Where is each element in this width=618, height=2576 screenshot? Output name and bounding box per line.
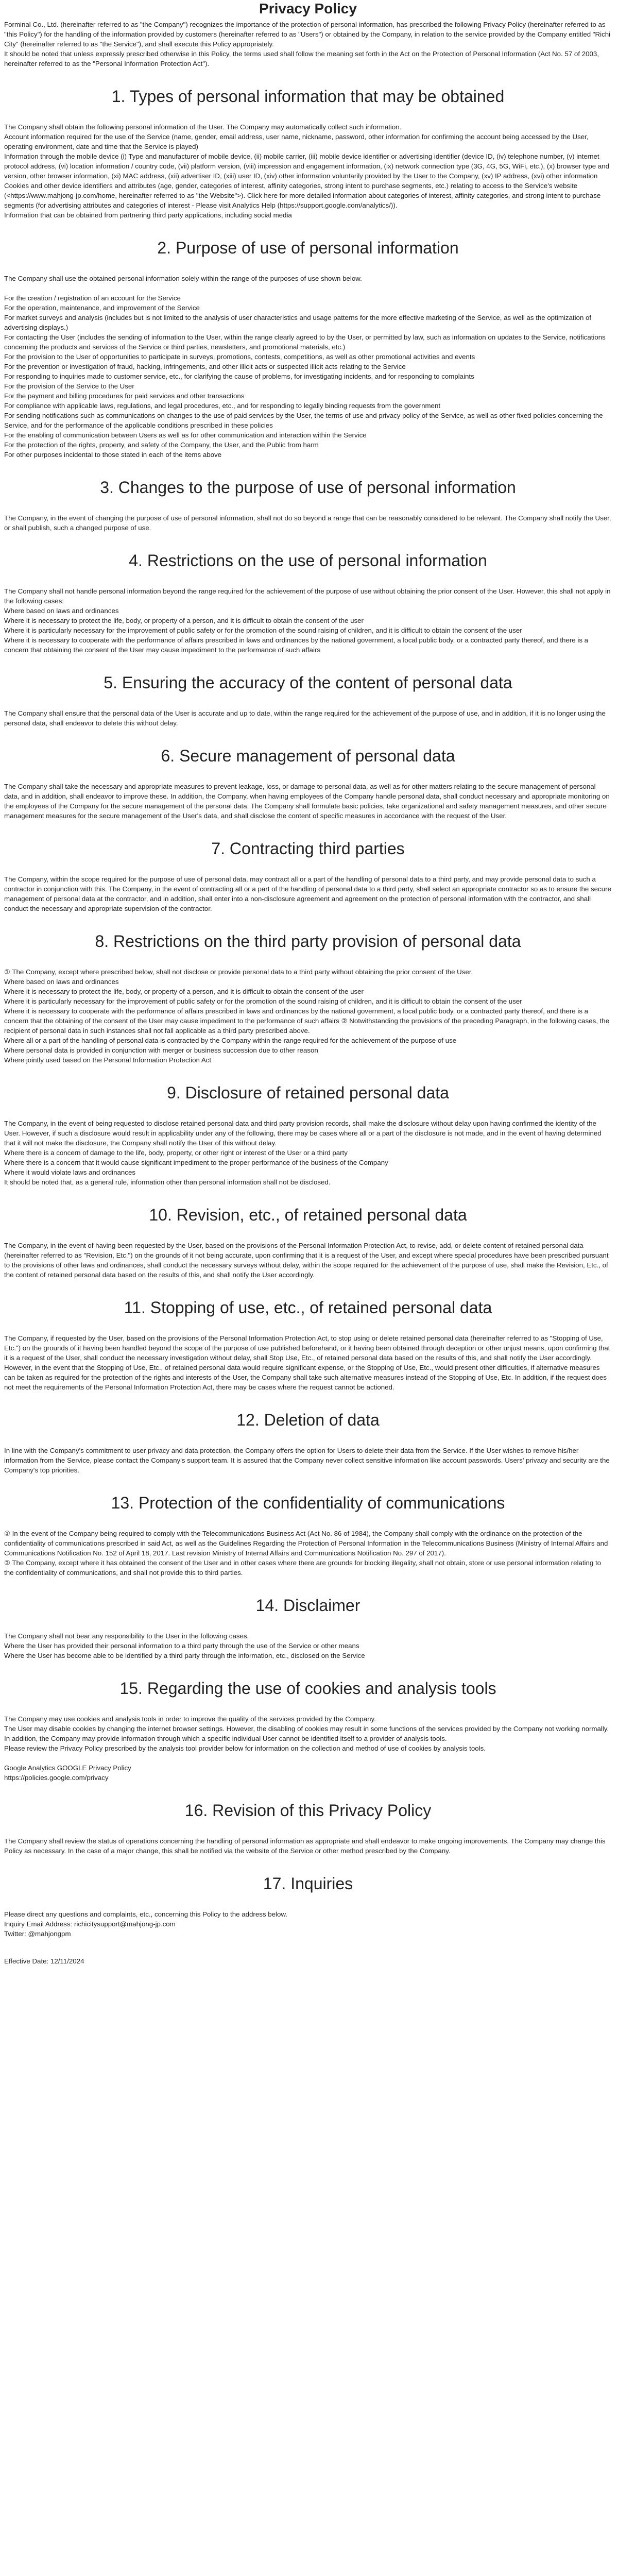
section-paragraph: The Company shall not handle personal information beyond the range required for the achievement of the purpose of use without obtaining the prior consent of the User. However, this shall not apply in the following cases: [4,587,611,605]
section-block [4,967,612,1065]
section-paragraph: Where it is necessary to protect the life, body, or property of a person, and it is difficult to obtain the consent of the user [4,988,364,995]
section-paragraph: Where it is necessary to protect the life, body, or property of a person, and it is difficult to obtain the consent of the user [4,617,364,624]
effective-date: Effective Date: 12/11/2024 [4,1957,84,1965]
policy-section [4,86,612,220]
section-paragraph: Where the User has provided their personal information to a third party through the use of the Service or other means [4,1642,359,1650]
policy-section [4,1595,612,1660]
section-block [4,1333,612,1392]
section-block [4,1763,612,1783]
section-paragraph: For the provision of the Service to the User [4,382,134,390]
section-paragraph: Where based on laws and ordinances [4,607,119,615]
section-block [4,1909,612,1939]
section-block [4,513,612,533]
policy-section [4,1410,612,1475]
section-block [4,1118,612,1187]
section-paragraph: The Company shall review the status of operations concerning the handling of personal information as appropriate and shall endeavor to make ongoing improvements. The Company may change this Policy as necessary. In the case of a major change, this shall be notified via the website of the Service or other method prescribed by the Company. [4,1837,606,1855]
policy-section [4,1493,612,1578]
section-paragraph: The Company, in the event of being requested to disclose retained personal data and third party provision records, shall make the disclosure without delay upon having confirmed the identity of the User. However, if such a disclosure would result in applicability under any of the following, there may be cases where all or a part of the disclosure is not made, and in the event of having determined that it will not make the disclosure, the Company shall notify the User of this without delay. [4,1120,602,1147]
section-block [4,274,612,283]
section-paragraph: Where it is necessary to cooperate with the performance of affairs prescribed in laws and ordinances by the national government, a local public body, or a contracted party thereof, and there is a concern that obtaining the consent of the User may cause impediment to the performance of such affairs [4,636,589,654]
section-paragraph: In addition, the Company may provide information through which a specific individual User cannot be identified itself to a provider of analysis tools. [4,1735,447,1742]
intro-paragraph: It should be noted that unless expressly prescribed otherwise in this Policy, the terms used shall follow the meaning set forth in the Act on the Protection of Personal Information (Act No. 57 of 2003, hereinafter referred to as the "Personal Information Protection Act"). [4,50,599,67]
section-heading: 3. Changes to the purpose of use of personal information [100,478,516,497]
section-paragraph: Where there is a concern that it would cause significant impediment to the proper performance of the business of the Company [4,1159,388,1166]
section-heading: 1. Types of personal information that may be obtained [111,87,505,106]
intro [4,20,612,69]
section-paragraph: The Company shall use the obtained personal information solely within the range of the purposes of use shown below. [4,275,362,282]
section-heading: 11. Stopping of use, etc., of retained personal data [124,1298,492,1317]
section-paragraph: The Company, in the event of changing the purpose of use of personal information, shall not do so beyond a range that can be reasonably considered to be relevant. The Company shall notify the User, or shall publish, such a changed purpose of use. [4,514,611,532]
section-paragraph: For the creation / registration of an account for the Service [4,294,181,302]
section-paragraph: For other purposes incidental to those stated in each of the items above [4,451,222,459]
section-paragraph: For the provision to the User of opportunities to participate in surveys, promotions, contests, competitions, as well as other promotional activities and events [4,353,475,361]
section-paragraph: The Company shall ensure that the personal data of the User is accurate and up to date, within the range required for the achievement of the purpose of use, and in addition, if it is no longer using the personal data, shall endeavor to delete this without delay. [4,709,606,727]
section-block [4,708,612,728]
section-heading: 13. Protection of the confidentiality of communications [111,1494,505,1512]
section-paragraph: The Company shall obtain the following personal information of the User. The Company may automatically collect such information. [4,123,402,131]
section-paragraph: Where the User has become able to be identified by a third party through the information, etc., disclosed on the Service [4,1652,365,1659]
section-block [4,1714,612,1753]
section-block [4,1631,612,1660]
section-block [4,1446,612,1475]
section-block [4,586,612,655]
section-paragraph: Where jointly used based on the Personal Information Protection Act [4,1056,212,1064]
section-paragraph: For sending notifications such as communications on changes to the use of paid services by the User, the terms of use and privacy policy of the Service, as well as other fixed policies concerning the Service, and for the performance of the applicable conditions prescribed in these policies [4,412,603,429]
section-heading: 8. Restrictions on the third party provision of personal data [95,932,521,951]
policy-section [4,838,612,913]
section-heading: 16. Revision of this Privacy Policy [184,1801,432,1820]
section-paragraph: Where personal data is provided in conjunction with merger or business succession due to other reason [4,1046,318,1054]
policy-section [4,1082,612,1187]
section-heading: 10. Revision, etc., of retained personal data [149,1206,467,1224]
section-paragraph: Where based on laws and ordinances [4,978,119,986]
section-heading: 17. Inquiries [263,1874,353,1893]
section-paragraph: https://policies.google.com/privacy [4,1774,109,1782]
section-paragraph: Where it is particularly necessary for the improvement of public safety or for the promotion of the sound raising of children, and it is difficult to obtain the consent of the user [4,626,522,634]
section-heading: 15. Regarding the use of cookies and analysis tools [119,1679,496,1698]
policy-section [4,672,612,728]
section-paragraph: The Company, within the scope required for the purpose of use of personal data, may contract all or a part of the handling of personal data to a third party, and may provide personal data to such a contractor in conjunction with this. The Company, in the event of contracting all or a part of the handling of personal data to a third party, shall select an appropriate contractor so as to ensure the secure management of personal data at the contractor, and in addition, shall enter into a non-disclosure agreement and agreement on the protection of personal information with the contractor, and shall conduct the necessary and appropriate supervision of the contractor. [4,875,611,912]
policy-section [4,477,612,533]
section-paragraph: The Company, in the event of having been requested by the User, based on the provisions of the Personal Information Protection Act, to revise, add, or delete content of retained personal data (hereinafter referred to as "Revision, Etc.") on the grounds of it not being accurate, upon confirming that it is a request of the User, and except where special procedures have been prescribed pursuant to the provisions of other laws and ordinances, shall conduct the necessary surveys without delay, within the scope required for the achievement of the purpose of use, shall make the Revision, Etc., of the content of retained personal data based on the results of this, and shall notify the User accordingly. [4,1242,609,1279]
section-block [4,874,612,913]
section-heading: 5. Ensuring the accuracy of the content of personal data [104,673,512,692]
section-paragraph: Where it would violate laws and ordinances [4,1168,135,1176]
policy-section [4,1205,612,1280]
section-paragraph: For the payment and billing procedures for paid services and other transactions [4,392,245,400]
section-paragraph: Information through the mobile device (i) Type and manufacturer of mobile device, (ii) mobile carrier, (iii) mobile device identifier or advertising identifier (device ID, (iv) telephone number, (v) internet protocol address, (vi) location information / country code, (vii) platform version, (viii) impression and engagement information, (ix) network connection type (3G, 4G, 5G, WiFi, etc.), (x) browser type and version, other browser information, (xi) MAC address, (xii) advertiser ID, (xiii) user ID, (xiv) other information voluntarily provided by the User to the Company, (xv) IP address, (xvi) other information [4,152,610,180]
section-heading: 7. Contracting third parties [211,839,405,858]
section-block [4,1241,612,1280]
section-block [4,293,612,460]
section-heading: 6. Secure management of personal data [161,747,455,765]
intro-paragraph: Forminal Co., Ltd. (hereinafter referred to as "the Company") recognizes the importance of the protection of personal information, has prescribed the following Privacy Policy (hereinafter referred to as "this Policy") for the handling of the information provided by customers (hereinafter referred to as "Users") or obtained by the Company, in relation to the service provided by the Company entitled "Richi City" (hereinafter referred to as "the Service"), and shall execute this Policy appropriately. [4,21,611,48]
section-paragraph: In line with the Company's commitment to user privacy and data protection, the Company offers the option for Users to delete their data from the Service. If the User wishes to remove his/her information from the Service, please contact the Company's support team. It is assured that the Company never collect sensitive information like account passwords. Users' privacy and security are the Company's top priorities. [4,1447,610,1474]
section-paragraph: The Company shall take the necessary and appropriate measures to prevent leakage, loss, or damage to personal data, as well as for other matters relating to the secure management of personal data, and in addition, shall endeavor to improve these. In addition, the Company, when having employees of the Company handle personal data, shall conduct necessary and appropriate monitoring on the employees of the Company for the secure management of the personal data. The Company shall formulate basic policies, take organizational and safety management measures, and other secure management measures for the secure management of the User's data, and shall disclose the content of specific measures in accordance with the request of the User. [4,783,610,820]
section-paragraph: Please review the Privacy Policy prescribed by the analysis tool provider below for information on the collection and method of use of cookies by analysis tools. [4,1744,486,1752]
section-paragraph: Google Analytics GOOGLE Privacy Policy [4,1764,131,1772]
section-heading: 14. Disclaimer [255,1596,360,1615]
section-paragraph: Where it is particularly necessary for the improvement of public safety or for the promotion of the sound raising of children, and it is difficult to obtain the consent of the user [4,997,522,1005]
section-paragraph: For contacting the User (includes the sending of information to the User, within the range clearly agreed to by the User, or permitted by law, such as information on updates to the Service, notifications concerning the products and services of the Service or third parties, newsletters, and promotional materials, etc.) [4,333,606,351]
section-paragraph: Twitter: @mahjongpm [4,1930,71,1938]
section-paragraph: It should be noted that, as a general rule, information other than personal information shall not be disclosed. [4,1178,331,1186]
policy-section [4,550,612,655]
section-heading: 4. Restrictions on the use of personal information [129,551,487,570]
section-paragraph: Where there is a concern of damage to the life, body, property, or other right or interest of the User or a third party [4,1149,348,1157]
section-paragraph: ① In the event of the Company being required to comply with the Telecommunications Business Act (Act No. 86 of 1984), the Company shall comply with the ordinance on the protection of the confidentiality of communications prescribed in said Act, as well as the Guidelines Regarding the Protection of Personal Information in the Telecommunications Business (Ministry of Internal Affairs and Communications Notification No. 152 of April 18, 2017. Last revision Ministry of Internal Affairs and Communications Notification No. 297 of 2017). [4,1530,608,1557]
section-paragraph: Where all or a part of the handling of personal data is contracted by the Company within the range required for the achievement of the purpose of use [4,1037,457,1044]
policy-sections [4,86,612,1939]
policy-section [4,238,612,460]
section-paragraph: ① The Company, except where prescribed below, shall not disclose or provide personal data to a third party without obtaining the prior consent of the User. [4,968,473,976]
section-block [4,122,612,220]
section-paragraph: For the enabling of communication between Users as well as for other communication and interaction within the Service [4,431,367,439]
page-title: Privacy Policy [259,1,357,16]
section-paragraph: Please direct any questions and complaints, etc., concerning this Policy to the address below. [4,1910,287,1918]
section-paragraph: Inquiry Email Address: richicitysupport@mahjong-jp.com [4,1920,176,1928]
policy-section [4,745,612,821]
section-paragraph: Information that can be obtained from partnering third party applications, including social media [4,211,292,219]
section-paragraph: For market surveys and analysis (includes but is not limited to the analysis of user characteristics and usage patterns for the more effective marketing of the Service, as well as the optimization of advertising displays.) [4,314,592,331]
section-paragraph: For the operation, maintenance, and improvement of the Service [4,304,200,312]
section-paragraph: The User may disable cookies by changing the internet browser settings. However, the disabling of cookies may result in some functions of the services provided by the Company not working normally. [4,1725,609,1733]
policy-section [4,1873,612,1939]
section-block [4,1836,612,1856]
section-paragraph: The Company, if requested by the User, based on the provisions of the Personal Information Protection Act, to stop using or delete retained personal data (hereinafter referred to as "Stopping of Use, Etc.") on the grounds of it having been handled beyond the scope of the purpose of use published beforehand, or it having been obtained through deception or other unjust means, upon confirming that it is a request of the User, shall conduct the necessary investigation without delay, shall Stop Use, Etc., of retained personal data based on the results of this, and shall notify the User accordingly. However, in the event that the Stopping of Use, Etc., of retained personal data would require significant expense, or the Stopping of Use, Etc., would present other difficulties, if alternative measures can be taken as required for the protection of the rights and interests of the User, the Company shall take such alternative measures instead of the Stopping of Use, Etc. In addition, if the request does not meet the requirements of the Personal Information Protection Act, there may be cases where the request cannot be actioned. [4,1334,610,1391]
section-paragraph: Account information required for the use of the Service (name, gender, email address, user name, nickname, password, other information for confirming the account being accessed by the User, operating environment, date and time that the Service is played) [4,133,589,150]
section-block [4,782,612,821]
section-heading: 12. Deletion of data [236,1411,380,1429]
section-paragraph: ② The Company, except where it has obtained the consent of the User and in other cases where there are grounds for blocking illegality, shall not obtain, store or use personal information relating to the confidentiality of communications, and shall not provide this to third parties. [4,1559,602,1577]
section-paragraph: For compliance with applicable laws, regulations, and legal procedures, etc., and for responding to legally binding requests from the government [4,402,441,410]
section-paragraph: For the prevention or investigation of fraud, hacking, infringements, and other illicit acts or suspected illicit acts relating to the Service [4,363,406,370]
section-heading: 2. Purpose of use of personal information [157,239,459,257]
section-paragraph: Where it is necessary to cooperate with the performance of affairs prescribed in laws and ordinances by the national government, a local public body, or a contracted party thereof, and there is a concern that the obtaining of the consent of the User may cause impediment to the performance of such affairs ② Notwithstanding the provisions of the preceding Paragraph, in the following cases, the recipient of personal data in such instances shall not fall applicable as a third party prescribed above. [4,1007,610,1035]
policy-section [4,1678,612,1783]
policy-section [4,1297,612,1392]
section-heading: 9. Disclosure of retained personal data [167,1083,449,1102]
policy-section [4,931,612,1065]
section-paragraph: For responding to inquiries made to customer service, etc., for clarifying the cause of problems, for investigating incidents, and for responding to complaints [4,372,474,380]
policy-section [4,1800,612,1856]
paragraph-gap [4,283,612,293]
section-paragraph: The Company may use cookies and analysis tools in order to improve the quality of the services provided by the Company. [4,1715,376,1723]
section-paragraph: For the protection of the rights, property, and safety of the Company, the User, and the Public from harm [4,441,319,449]
section-paragraph: Cookies and other device identifiers and attributes (age, gender, categories of interest, affinity categories, strong intent to purchase segments, etc.) relating to access to the Service's website (<https://www.mahjong-jp.com/home, hereinafter referred to as "the Website">). Click here for more detailed information about categories of interest, affinity categories, and strong intent to purchase segments (for advertising attributes and categories of interest - Please visit Analytics Help (https://support.google.com/analytics/)). [4,182,601,209]
paragraph-gap [4,1753,612,1763]
section-paragraph: The Company shall not bear any responsibility to the User in the following cases. [4,1632,249,1640]
section-block [4,1529,612,1578]
